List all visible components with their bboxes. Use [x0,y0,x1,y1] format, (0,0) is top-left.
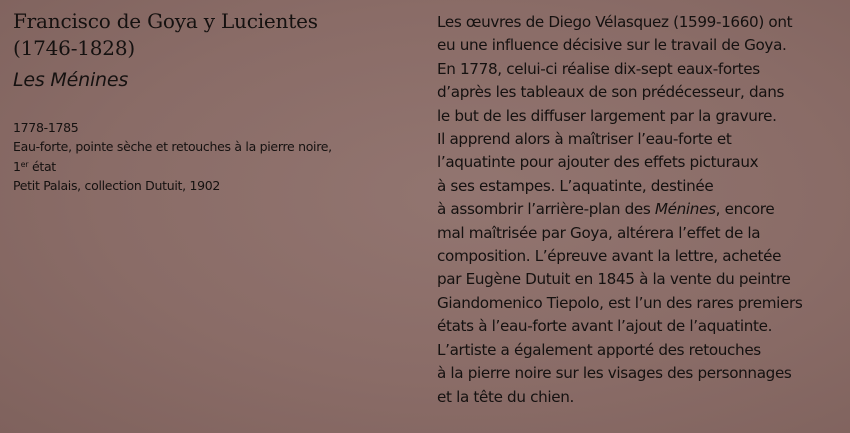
description-line: Les œuvres de Diego Vélasquez (1599-1660) ont [437,13,793,31]
line-text-before: à assombrir l’arrière-plan des [437,200,655,219]
artwork-technique: Eau-forte, pointe sèche et retouches à la pierre noire, [13,138,332,154]
artwork-identification [13,8,413,195]
artwork-date: 1778-1785 [13,120,79,135]
description-line: à ses estampes. L’aquatinte, destinée [437,176,714,195]
artist-dates: (1746-1828) [13,36,135,60]
description-line: Il apprend alors à maîtriser l’eau-forte et [437,130,732,149]
description-line: l’aquatinte pour ajouter des effets picturaux [437,153,759,172]
description-line: Giandomenico Tiepolo, est l’un des rares premiers [437,293,803,312]
line-text-after: , encore [715,200,775,219]
description-line: à la pierre noire sur les visages des personnages [437,364,792,383]
description-line: états à l’eau-forte avant l’ajout de l’aquatinte. [437,317,773,336]
artist-heading [13,8,413,62]
description-line: d’après les tableaux de son prédécesseur, dans [437,83,785,102]
description-line: L’artiste a également apporté des retouches [437,340,761,359]
artwork-title: Les Ménines [13,69,129,91]
artwork-details [13,119,413,195]
state-word: état [28,159,56,174]
artist-name: Francisco de Goya y Lucientes [13,9,318,33]
description-line: composition. L’épreuve avant la lettre, achetée [437,247,782,266]
description-line: le but de les diffuser largement par la gravure. [437,106,777,125]
artwork-collection: Petit Palais, collection Dutuit, 1902 [13,177,221,193]
description-text [437,11,842,409]
italic-title-reference: Ménines [654,200,716,219]
artwork-state [13,156,413,177]
description-line: En 1778, celui-ci réalise dix-sept eaux-fortes [437,59,760,78]
state-superscript: er [20,160,29,169]
description-line: mal maîtrisée par Goya, altérera l’effet de la [437,223,761,242]
state-number: 1 [13,159,21,174]
description-line: par Eugène Dutuit en 1845 à la vente du peintre [437,270,791,289]
description-line: eu une influence décisive sur le travail de Goya. [437,36,787,55]
description-line-with-italic [437,198,842,221]
description-line: et la tête du chien. [437,387,574,406]
